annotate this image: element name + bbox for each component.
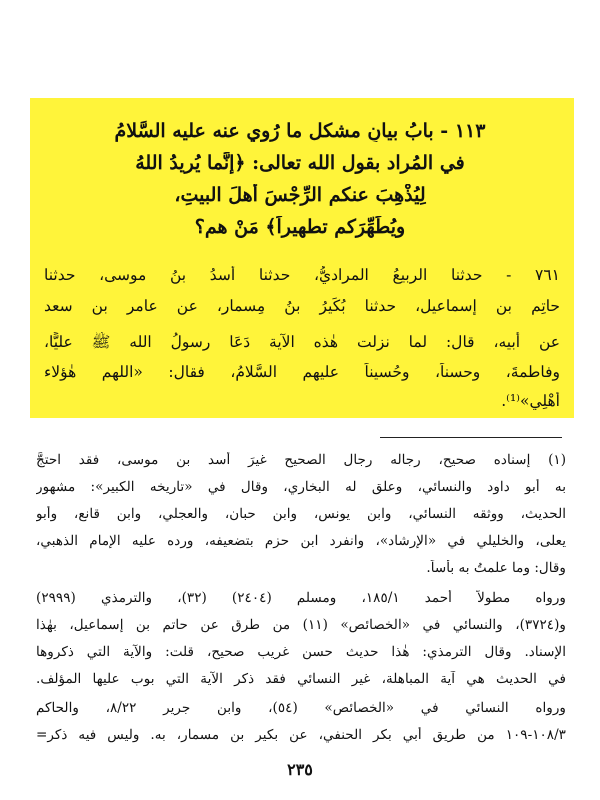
- footnote-divider: [380, 437, 562, 438]
- hadith-line: حاتِم بن إسماعيل، حدثنا بُكَيرُ بنُ مِسمار، عن عامر بن سعد: [44, 297, 560, 315]
- footnote-line: ورواه مطولاً أحمد ١٨٥/١، ومسلم (٢٤٠٤) (٣٢)، والترمذي (٢٩٩٩): [36, 590, 566, 606]
- footnote-line: يعلى، والخليلي في «الإرشاد»، وانفرد ابن حزم بتضعيفه، ورده عليه الإمام الذهبي،: [36, 533, 566, 549]
- footnote-line: الحديث، ووثقه النسائي، وابن يونس، وابن حبان، والعجلي، وابن قانع، وأبو: [36, 506, 566, 522]
- chapter-title-line: في المُراد بقول الله تعالى: ﴿إنَّما يُريدُ اللهُ: [135, 152, 465, 174]
- hadith-line: ٧٦١ - حدثنا الربيعُ المراديُّ، حدثنا أسدُ بنُ موسى، حدثنا: [44, 266, 560, 284]
- footnote-line: ورواه النسائي في «الخصائص» (٥٤)، وابن جرير ٨/٢٢، والحاكم: [36, 700, 566, 716]
- hadith-line: أَهْلِي»⁽¹⁾.: [501, 392, 560, 410]
- footnote-line: في الحديث هي آية المباهلة، غير النسائي فقد ذكر الآية التي بوب عليها المؤلف.: [36, 671, 566, 687]
- chapter-title-line: ١١٣ - بابُ بيانِ مشكل ما رُوي عنه عليه السَّلامُ: [114, 120, 486, 142]
- footnote-line: و(٣٧٢٤)، والنسائي في «الخصائص» (١١) من طرق عن حاتم بن إسماعيل، بهٰذا: [36, 617, 566, 633]
- hadith-line: وفاطمةَ، وحسناً، وحُسيناً عليهم السَّلامُ، فقال: «اللهم هٰؤلاء: [44, 363, 560, 381]
- footnote-line: به أبو داود والنسائي، وعلق له البخاري، وقال في «تاريخه الكبير»: مشهور: [36, 479, 566, 495]
- footnote-line: وقال: وما علمتُ به بأساً.: [426, 560, 566, 576]
- chapter-title-line: لِيُذْهِبَ عنكم الرِّجْسَ أهلَ البيتِ،: [174, 184, 426, 206]
- footnote-line: الإسناد. وقال الترمذي: هٰذا حديث حسن غريب صحيح، قلت: والآية التي ذكروها: [36, 644, 566, 660]
- footnote-line: (١) إسناده صحيح، رجاله رجال الصحيح غيرَ أسد بن موسى، فقد احتجَّ: [36, 452, 566, 468]
- footnote-line: ١٠٨/٣-١٠٩ من طريق أبي بكر الحنفي، عن بكير بن مسمار، به. وليس فيه ذكر=: [36, 727, 566, 743]
- chapter-title-line: ويُطَهِّرَكم تطهيراً﴾ مَنْ هم؟: [194, 216, 406, 238]
- page-number: ٢٣٥: [287, 760, 313, 779]
- hadith-line: عن أبيه، قال: لما نزلت هٰذه الآية دَعَا رسولُ الله ﷺ عليًّا،: [44, 333, 560, 351]
